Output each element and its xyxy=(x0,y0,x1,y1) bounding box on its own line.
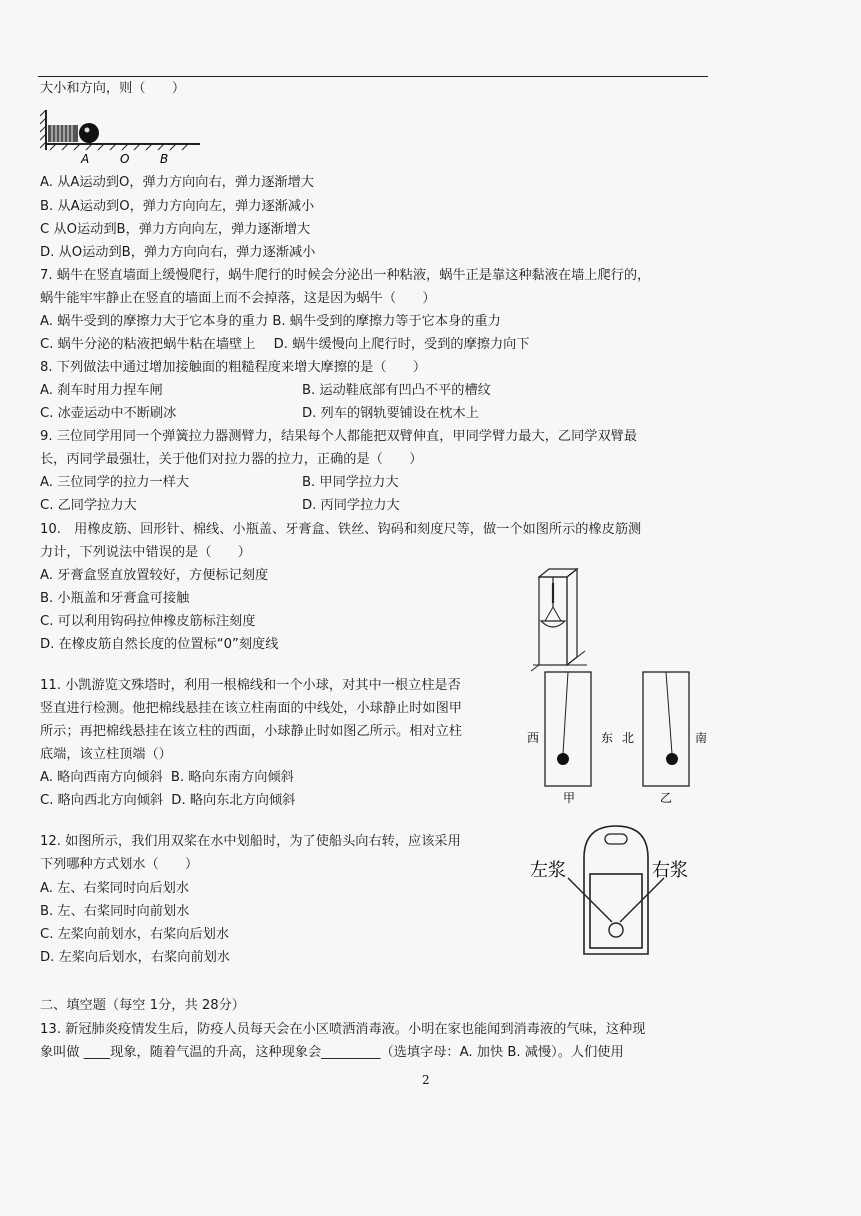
q7-options-row-1 xyxy=(40,313,501,331)
q13-stem-1: 13. 新冠肺炎疫情发生后，防疫人员每天会在小区喷洒消毒液。小明在家也能闻到消毒液的气味，这种现 xyxy=(40,1022,646,1037)
q6-option-d: D. 从O运动到B，弹力方向向右，弹力逐渐减小 xyxy=(40,245,316,260)
q6-spring-figure xyxy=(40,108,210,166)
q6-stem-tail: 大小和方向，则（ ） xyxy=(40,81,186,96)
q7-option-a: A. 蜗牛受到的摩擦力大于它本身的重力 xyxy=(40,314,269,329)
q9-options-row-2 xyxy=(40,497,400,515)
q12-option-a: A. 左、右桨同时向后划水 xyxy=(40,881,190,896)
q11-stem-2: 竖直进行检测。他把棉线悬挂在该立柱南面的中线处，小球静止时如图甲 xyxy=(40,701,462,716)
q11-stem-3: 所示；再把棉线悬挂在该立柱的西面，小球静止时如图乙所示。相对立柱 xyxy=(40,724,462,739)
label-b: B xyxy=(160,152,169,166)
q7-option-c: C. 蜗牛分泌的粘液把蜗牛粘在墙壁上 xyxy=(40,337,256,352)
q10-stem-1: 10. 用橡皮筋、回形针、棉线、小瓶盖、牙膏盒、铁丝、钩码和刻度尺等，做一个如图所示的橡皮筋测 xyxy=(40,522,642,537)
q12-boat-figure xyxy=(528,818,708,958)
q6-option-b: B. 从A运动到O，弹力方向向左，弹力逐渐减小 xyxy=(40,199,315,214)
q8-stem: 8. 下列做法中通过增加接触面的粗糙程度来增大摩擦的是（ ） xyxy=(40,360,427,375)
q8-option-d: D. 列车的钢轨要铺设在枕木上 xyxy=(302,406,479,421)
q11-option-c: C. 略向西北方向倾斜 xyxy=(40,793,164,808)
q13-stem-2: 象叫做 ____现象，随着气温的升高，这种现象会_________（选填字母：A. 加快 B. 减慢）。人们使用 xyxy=(40,1045,624,1060)
q8-options-row-2 xyxy=(40,405,479,423)
q11-option-b: B. 略向东南方向倾斜 xyxy=(170,770,294,785)
q9-option-c: C. 乙同学拉力大 xyxy=(40,498,137,513)
label-north: 北 xyxy=(622,731,635,745)
q10-option-a: A. 牙膏盒竖直放置较好，方便标记刻度 xyxy=(40,568,269,583)
q11-stem-4: 底端，该立柱顶端（） xyxy=(40,747,172,762)
header-rule xyxy=(38,76,708,77)
q8-option-c: C. 冰壶运动中不断刷冰 xyxy=(40,406,177,421)
q7-stem-1: 7. 蜗牛在竖直墙面上缓慢爬行，蜗牛爬行的时候会分泌出一种粘液，蜗牛正是靠这种黏液在墙上爬行的， xyxy=(40,268,651,283)
label-west: 西 xyxy=(527,731,540,745)
q10-option-b: B. 小瓶盖和牙膏盒可接触 xyxy=(40,591,190,606)
q7-option-b: B. 蜗牛受到的摩擦力等于它本身的重力 xyxy=(272,314,501,329)
q11-option-a: A. 略向西南方向倾斜 xyxy=(40,770,163,785)
q7-option-d: D. 蜗牛缓慢向上爬行时，受到的摩擦力向下 xyxy=(273,337,530,352)
label-left-oar: 左浆 xyxy=(530,860,566,881)
q9-stem-1: 9. 三位同学用同一个弹簧拉力器测臂力，结果每个人都能把双臂伸直，甲同学臂力最大，乙同学双臂最 xyxy=(40,429,638,444)
label-east: 东 xyxy=(601,731,614,745)
q12-stem-2: 下列哪种方式划水（ ） xyxy=(40,857,199,872)
q6-option-c: C 从O运动到B，弹力方向向左，弹力逐渐增大 xyxy=(40,222,311,237)
q11-options-row-2 xyxy=(40,792,295,810)
q11-plumb-line-figure xyxy=(525,668,725,808)
q8-option-a: A. 刹车时用力捏车闸 xyxy=(40,383,163,398)
section-2-title: 二、填空题（每空 1分，共 28分） xyxy=(40,998,245,1013)
q11-stem-1: 11. 小凯游览文殊塔时，利用一根棉线和一个小球，对其中一根立柱是否 xyxy=(40,678,461,693)
q10-rubber-band-meter-figure xyxy=(525,563,605,673)
q9-option-d: D. 丙同学拉力大 xyxy=(302,498,400,513)
q11-options-row-1 xyxy=(40,769,294,787)
q12-option-b: B. 左、右桨同时向前划水 xyxy=(40,904,190,919)
page-number: 2 xyxy=(422,1073,430,1087)
q8-options-row-1 xyxy=(40,382,491,400)
q9-option-a: A. 三位同学的拉力一样大 xyxy=(40,475,190,490)
q12-option-d: D. 左桨向后划水，右桨向前划水 xyxy=(40,950,230,965)
q12-stem-1: 12. 如图所示，我们用双桨在水中划船时，为了使船头向右转，应该采用 xyxy=(40,834,461,849)
label-south: 南 xyxy=(695,731,708,745)
q11-option-d: D. 略向东北方向倾斜 xyxy=(171,793,296,808)
q8-option-b: B. 运动鞋底部有凹凸不平的槽纹 xyxy=(302,383,491,398)
label-right-oar: 右浆 xyxy=(652,860,688,881)
q6-option-a: A. 从A运动到O，弹力方向向右，弹力逐渐增大 xyxy=(40,175,314,190)
q7-options-row-2 xyxy=(40,336,530,354)
q7-stem-2: 蜗牛能牢牢静止在竖直的墙面上而不会掉落，这是因为蜗牛（ ） xyxy=(40,291,436,306)
label-yi: 乙 xyxy=(660,791,673,805)
q9-stem-2: 长，丙同学最强壮，关于他们对拉力器的拉力，正确的是（ ） xyxy=(40,452,423,467)
q12-option-c: C. 左桨向前划水，右桨向后划水 xyxy=(40,927,230,942)
label-a: A xyxy=(81,152,90,166)
q9-options-row-1 xyxy=(40,474,399,492)
q10-option-c: C. 可以利用钩码拉伸橡皮筋标注刻度 xyxy=(40,614,256,629)
q9-option-b: B. 甲同学拉力大 xyxy=(302,475,399,490)
label-o: O xyxy=(120,152,130,166)
label-jia: 甲 xyxy=(563,791,576,805)
q10-option-d: D. 在橡皮筋自然长度的位置标“0”刻度线 xyxy=(40,637,279,652)
q10-stem-2: 力计，下列说法中错误的是（ ） xyxy=(40,545,251,560)
